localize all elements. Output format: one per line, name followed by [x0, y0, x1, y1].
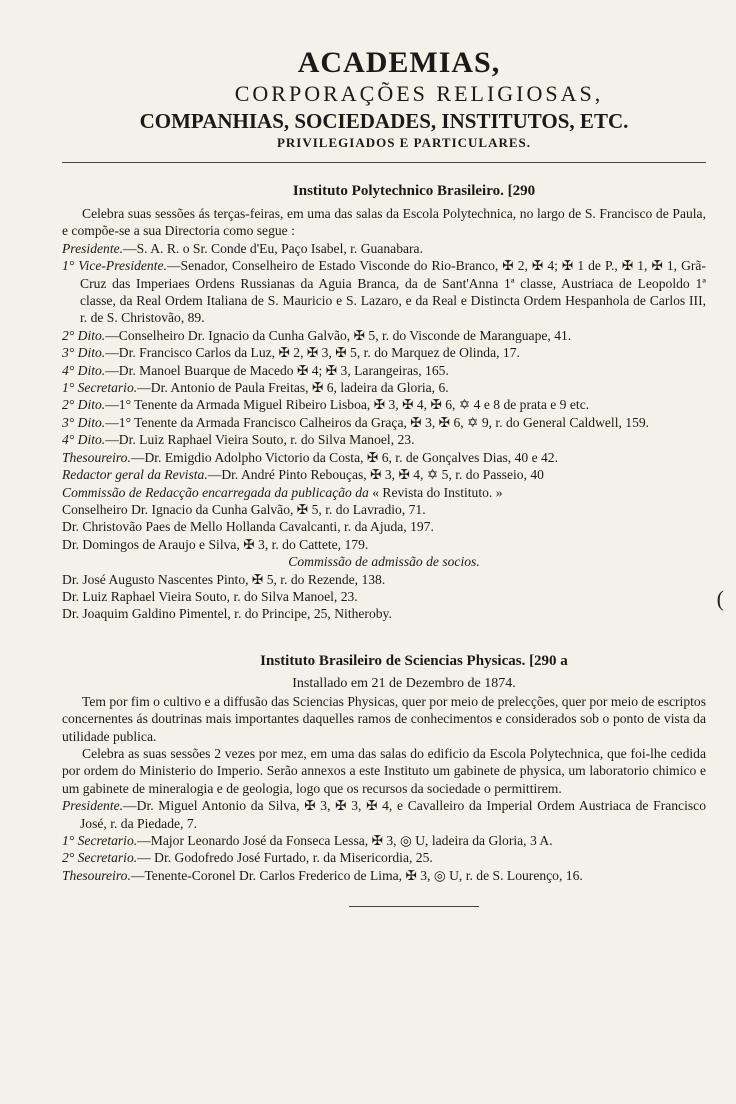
entry: Presidente.—S. A. R. o Sr. Conde d'Eu, Paço Isabel, r. Guanabara. — [62, 240, 423, 256]
entry: 4° Dito.—Dr. Manoel Buarque de Macedo ✠ 4; ✠ 3, Larangeiras, 165. — [62, 362, 449, 378]
header-rule — [62, 162, 706, 163]
section2-subtitle: Installado em 21 de Dezembro de 1874. — [292, 675, 516, 691]
entry: Thesoureiro.—Dr. Emigdio Adolpho Victorio da Costa, ✠ 6, r. de Gonçalves Dias, 40 e 42. — [62, 449, 559, 465]
heading-academias: ACADEMIAS, — [297, 46, 501, 79]
entry: 3° Dito.—Dr. Francisco Carlos da Luz, ✠ 2, ✠ 3, ✠ 5, r. do Marquez de Olinda, 17. — [62, 345, 520, 361]
commission-member: Dr. Christovão Paes de Mello Hollanda Cavalcanti, r. da Ajuda, 197. — [62, 519, 434, 535]
commission-member: Dr. Domingos de Araujo e Silva, ✠ 3, r. do Cattete, 179. — [62, 536, 369, 552]
commission-member: Conselheiro Dr. Ignacio da Cunha Galvão, ✠ 5, r. do Lavradio, 71. — [62, 501, 426, 517]
admission-member: Dr. José Augusto Nascentes Pinto, ✠ 5, r. do Rezende, 138. — [62, 571, 386, 587]
section1-title: Instituto Polytechnico Brasileiro. [290 — [292, 183, 536, 199]
entry: 1° Secretario.—Major Leonardo José da Fonseca Lessa, ✠ 3, ◎ U, ladeira da Gloria, 3 A. — [62, 833, 553, 848]
entry: 2° Dito.—1° Tenente da Armada Miguel Ribeiro Lisboa, ✠ 3, ✠ 4, ✠ 6, ✡ 4 e 8 de prata e 9 etc. — [62, 397, 590, 413]
entry: 2° Secretario.— Dr. Godofredo José Furtado, r. da Misericordia, 25. — [62, 850, 433, 866]
entry: 4° Dito.—Dr. Luiz Raphael Vieira Souto, r. do Silva Manoel, 23. — [62, 432, 415, 448]
section1-entries — [62, 240, 706, 484]
margin-bracket-mark: ( — [716, 586, 724, 611]
heading-privilegiados: PRIVILEGIADOS E PARTICULARES. — [276, 135, 532, 150]
section2-para1: Tem por fim o cultivo e a diffusão das Sciencias Physicas, quer por meio de prelecções, quer por meio de escriptos concernentes ás doutrinas mais importantes daquelles ramos de conhecimentos e considerados sob o ponto de vista da utilidade publica. — [62, 693, 706, 744]
entry: 3° Dito.—1° Tenente da Armada Francisco Calheiros da Graça, ✠ 3, ✠ 6, ✡ 9, r. do General Caldwell, 159. — [62, 414, 650, 430]
section1-intro: Celebra suas sessões ás terças-feiras, em uma das salas da Escola Polytechnica, no largo de S. Francisco de Paula, e compõe-se a sua Directoria como segue : — [62, 206, 706, 239]
heading-corporacoes: CORPORAÇÕES RELIGIOSAS, — [234, 81, 604, 106]
admission-member: Dr. Luiz Raphael Vieira Souto, r. do Silva Manoel, 23. — [62, 588, 358, 604]
entry: Thesoureiro.—Tenente-Coronel Dr. Carlos Frederico de Lima, ✠ 3, ◎ U, r. de S. Lourenço, 16. — [62, 867, 583, 883]
entry: Redactor geral da Revista.—Dr. André Pinto Rebouças, ✠ 3, ✠ 4, ✡ 5, r. do Passeio, 40 — [62, 467, 544, 483]
entry: 2° Dito.—Conselheiro Dr. Ignacio da Cunha Galvão, ✠ 5, r. do Visconde de Maranguape, 41. — [62, 327, 572, 343]
entry: 1° Vice-Presidente.—Senador, Conselheiro de Estado Visconde do Rio-Branco, ✠ 2, ✠ 4; ✠ 1 de P., ✠ 1, ✠ 1, Grã-Cruz das Imperiaes Ordens Russianas da Aguia Branca, da de Sant'Anna 1ª classe, Austriaca de Leopoldo 1ª classe, da Real Ordem Italiana de S. Mauricio e S. Lazaro, e da Real e Distincta Ordem Hespanhola de Carlos III, r. de S. Christovão, 89. — [62, 258, 706, 326]
commission-note: Commissão de Redacção encarregada da publicação da « Revista do Instituto. » — [62, 484, 503, 500]
admission-title: Commissão de admissão de socios. — [288, 554, 480, 570]
section2-entries — [62, 797, 706, 884]
entry: Presidente.—Dr. Miguel Antonio da Silva, ✠ 3, ✠ 3, ✠ 4, e Cavalleiro da Imperial Ordem Austriaca de Francisco José, r. da Piedade, 7. — [62, 798, 706, 831]
footer-rule — [349, 906, 479, 907]
entry: 1° Secretario.—Dr. Antonio de Paula Freitas, ✠ 6, ladeira da Gloria, 6. — [62, 380, 449, 396]
heading-companhias: COMPANHIAS, SOCIEDADES, INSTITUTOS, ETC. — [139, 109, 629, 133]
admission-member: Dr. Joaquim Galdino Pimentel, r. do Principe, 25, Nitheroby. — [62, 606, 392, 622]
section2-title: Instituto Brasileiro de Sciencias Physicas. [290 a — [260, 652, 568, 669]
section2-para2: Celebra as suas sessões 2 vezes por mez, em uma das salas do edificio da Escola Polytechnica, que foi-lhe cedida por ordem do Ministerio do Imperio. Serão annexos a este Instituto um gabinete de physica, um laboratorio chimico e um gabinete de mineralogia e de geologia, logo que os recursos da sociedade o permittirem. — [62, 745, 706, 796]
